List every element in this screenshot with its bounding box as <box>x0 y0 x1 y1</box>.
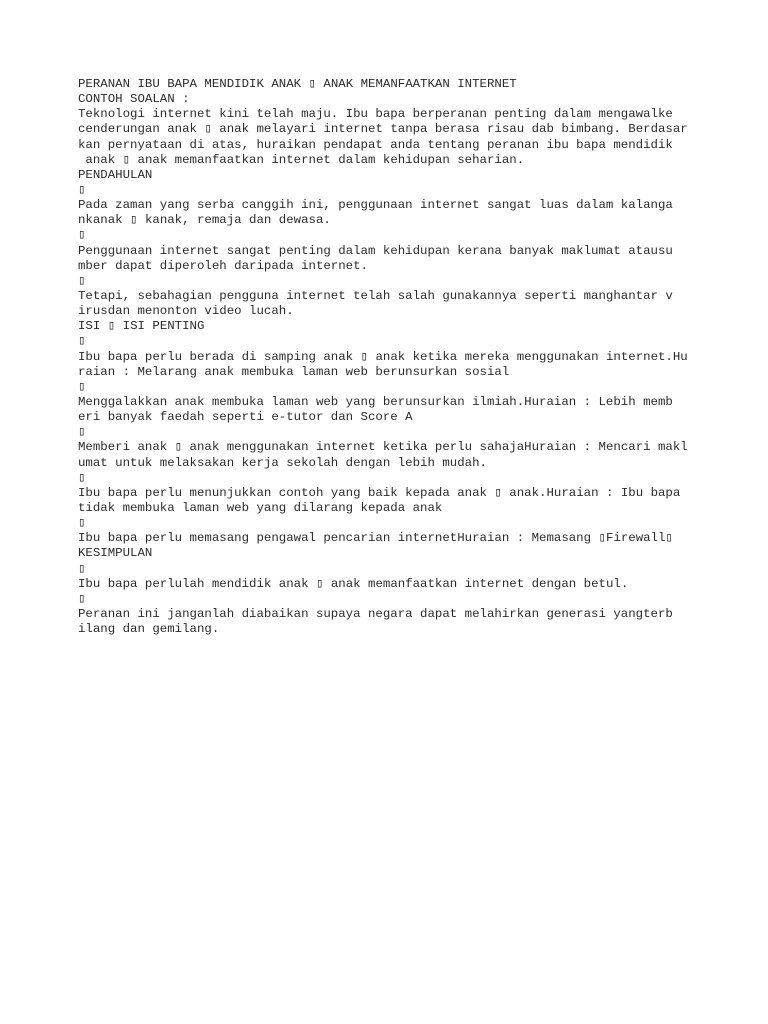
document-line: PERANAN IBU BAPA MENDIDIK ANAK ▯ ANAK MEMANFAATKAN INTERNET <box>78 77 517 91</box>
document-line: eri banyak faedah seperti e-tutor dan Score A <box>78 410 413 425</box>
document-line: ilang dan gemilang. <box>78 622 220 637</box>
document-line: cenderungan anak ▯ anak melayari internet tanpa berasa risau dab bimbang. Berdasar <box>78 122 688 137</box>
document-line: ▯ <box>78 561 86 576</box>
document-line: Ibu bapa perlu menunjukkan contoh yang baik kepada anak ▯ anak.Huraian : Ibu bapa <box>78 485 681 500</box>
document-line: ▯ <box>78 516 86 531</box>
document-line: kan pernyataan di atas, huraikan pendapat anda tentang peranan ibu bapa mendidik <box>78 137 673 152</box>
document-line: Tetapi, sebahagian pengguna internet telah salah gunakannya seperti manghantar v <box>78 288 673 303</box>
document-line: CONTOH SOALAN : <box>78 92 190 107</box>
document-line: raian : Melarang anak membuka laman web berunsurkan sosial <box>78 364 510 379</box>
document-line: Menggalakkan anak membuka laman web yang berunsurkan ilmiah.Huraian : Lebih memb <box>78 394 673 409</box>
document-text <box>78 77 718 637</box>
document-line: nkanak ▯ kanak, remaja dan dewasa. <box>78 213 331 228</box>
document-line: ▯ <box>78 228 86 243</box>
document-line: KESIMPULAN <box>78 546 153 561</box>
document-line: ▯ <box>78 379 86 394</box>
document-line: ▯ <box>78 334 86 349</box>
document-line: Memberi anak ▯ anak menggunakan internet ketika perlu sahajaHuraian : Mencari makl <box>78 440 688 455</box>
document-line: Ibu bapa perlu berada di samping anak ▯ anak ketika mereka menggunakan internet.Hu <box>78 349 688 364</box>
document-line: anak ▯ anak memanfaatkan internet dalam kehidupan seharian. <box>78 152 525 167</box>
document-line: irusdan menonton video lucah. <box>78 304 294 319</box>
document-line: Ibu bapa perlu memasang pengawal pencarian internetHuraian : Memasang ▯Firewall▯ <box>78 531 673 546</box>
document-line: mber dapat diperoleh daripada internet. <box>78 258 368 273</box>
document-line: PENDAHULAN <box>78 167 153 182</box>
document-line: ▯ <box>78 182 86 197</box>
document-line: ▯ <box>78 470 86 485</box>
document-line: Teknologi internet kini telah maju. Ibu bapa berperanan penting dalam mengawalke <box>78 107 673 122</box>
document-line: ISI ▯ ISI PENTING <box>78 319 205 334</box>
document-line: Pada zaman yang serba canggih ini, penggunaan internet sangat luas dalam kalanga <box>78 198 673 213</box>
document-line: ▯ <box>78 425 86 440</box>
document-line: Peranan ini janganlah diabaikan supaya negara dapat melahirkan generasi yangterb <box>78 606 673 621</box>
document-line: Ibu bapa perlulah mendidik anak ▯ anak memanfaatkan internet dengan betul. <box>78 576 629 591</box>
document-line: tidak membuka laman web yang dilarang kepada anak <box>78 500 443 515</box>
document-line: umat untuk melaksakan kerja sekolah dengan lebih mudah. <box>78 455 487 470</box>
document-line: Penggunaan internet sangat penting dalam kehidupan kerana banyak maklumat atausu <box>78 243 673 258</box>
document-line: ▯ <box>78 273 86 288</box>
document-line: ▯ <box>78 591 86 606</box>
